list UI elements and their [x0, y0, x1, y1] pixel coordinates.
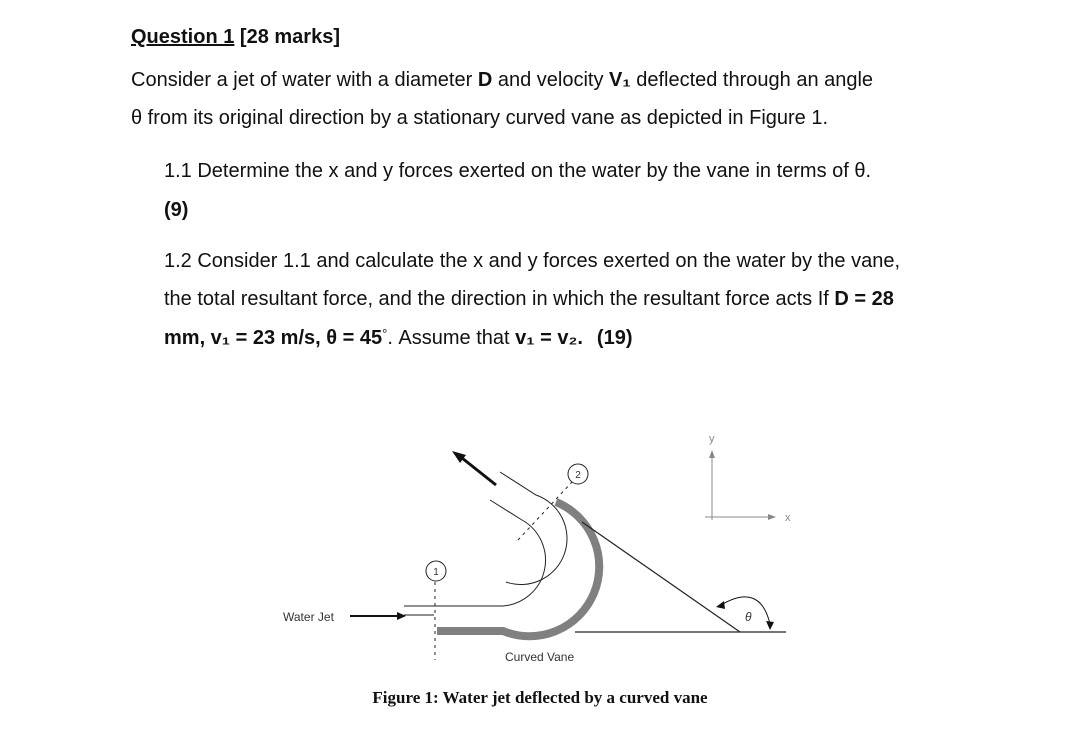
figure-caption: Figure 1: Water jet deflected by a curved vane [372, 688, 708, 707]
angle-line-inclined [582, 522, 740, 632]
intro-text-a: Consider a jet of water with a diameter [131, 69, 478, 91]
water-jet-label: Water Jet [283, 610, 334, 624]
intro-text-b: and velocity [492, 69, 610, 91]
station-2-line [518, 482, 572, 540]
q12-diameter-value: D = 28 [834, 288, 894, 310]
q12-assume-text: . Assume that [387, 327, 516, 349]
degree-symbol: ° [382, 326, 388, 341]
exit-arrow [462, 458, 496, 485]
theta-arrowhead-left [716, 601, 725, 609]
intro-text-c: deflected through an angle [630, 69, 874, 91]
y-axis-label: y [709, 433, 715, 445]
y-axis-arrowhead [709, 450, 715, 458]
theta-arrowhead-right [766, 621, 774, 630]
q12-given-values: mm, v₁ = 23 m/s, θ = 45 [164, 327, 383, 349]
x-axis-arrowhead [768, 514, 776, 520]
q11-text: 1.1 Determine the x and y forces exerted on the water by the vane in terms of θ. [164, 160, 872, 182]
question-title: Question 1 [131, 26, 235, 48]
q12-assumption: v₁ = v₂. [515, 327, 583, 349]
intro-diameter-symbol: D [477, 69, 493, 91]
station-2-label: 2 [575, 470, 581, 481]
q12-marks: (19) [596, 327, 633, 349]
intro-velocity-symbol: V₁ [609, 69, 631, 91]
jet-outer-line [500, 472, 567, 585]
x-axis-label: x [785, 512, 791, 524]
intro-line-2: θ from its original direction by a stationary curved vane as depicted in Figure 1. [131, 107, 829, 129]
curved-vane [437, 502, 599, 636]
question-marks: [28 marks] [239, 26, 340, 48]
jet-inner-line [404, 500, 546, 606]
theta-label: θ [745, 610, 752, 624]
water-jet-arrowhead [397, 612, 406, 620]
station-1-label: 1 [433, 567, 439, 578]
q11-marks: (9) [164, 199, 189, 221]
q12-line2-text: the total resultant force, and the direction in which the resultant force acts If [164, 288, 835, 310]
curved-vane-label: Curved Vane [505, 650, 575, 664]
q12-line-1: 1.2 Consider 1.1 and calculate the x and y forces exerted on the water by the vane, [164, 250, 901, 272]
